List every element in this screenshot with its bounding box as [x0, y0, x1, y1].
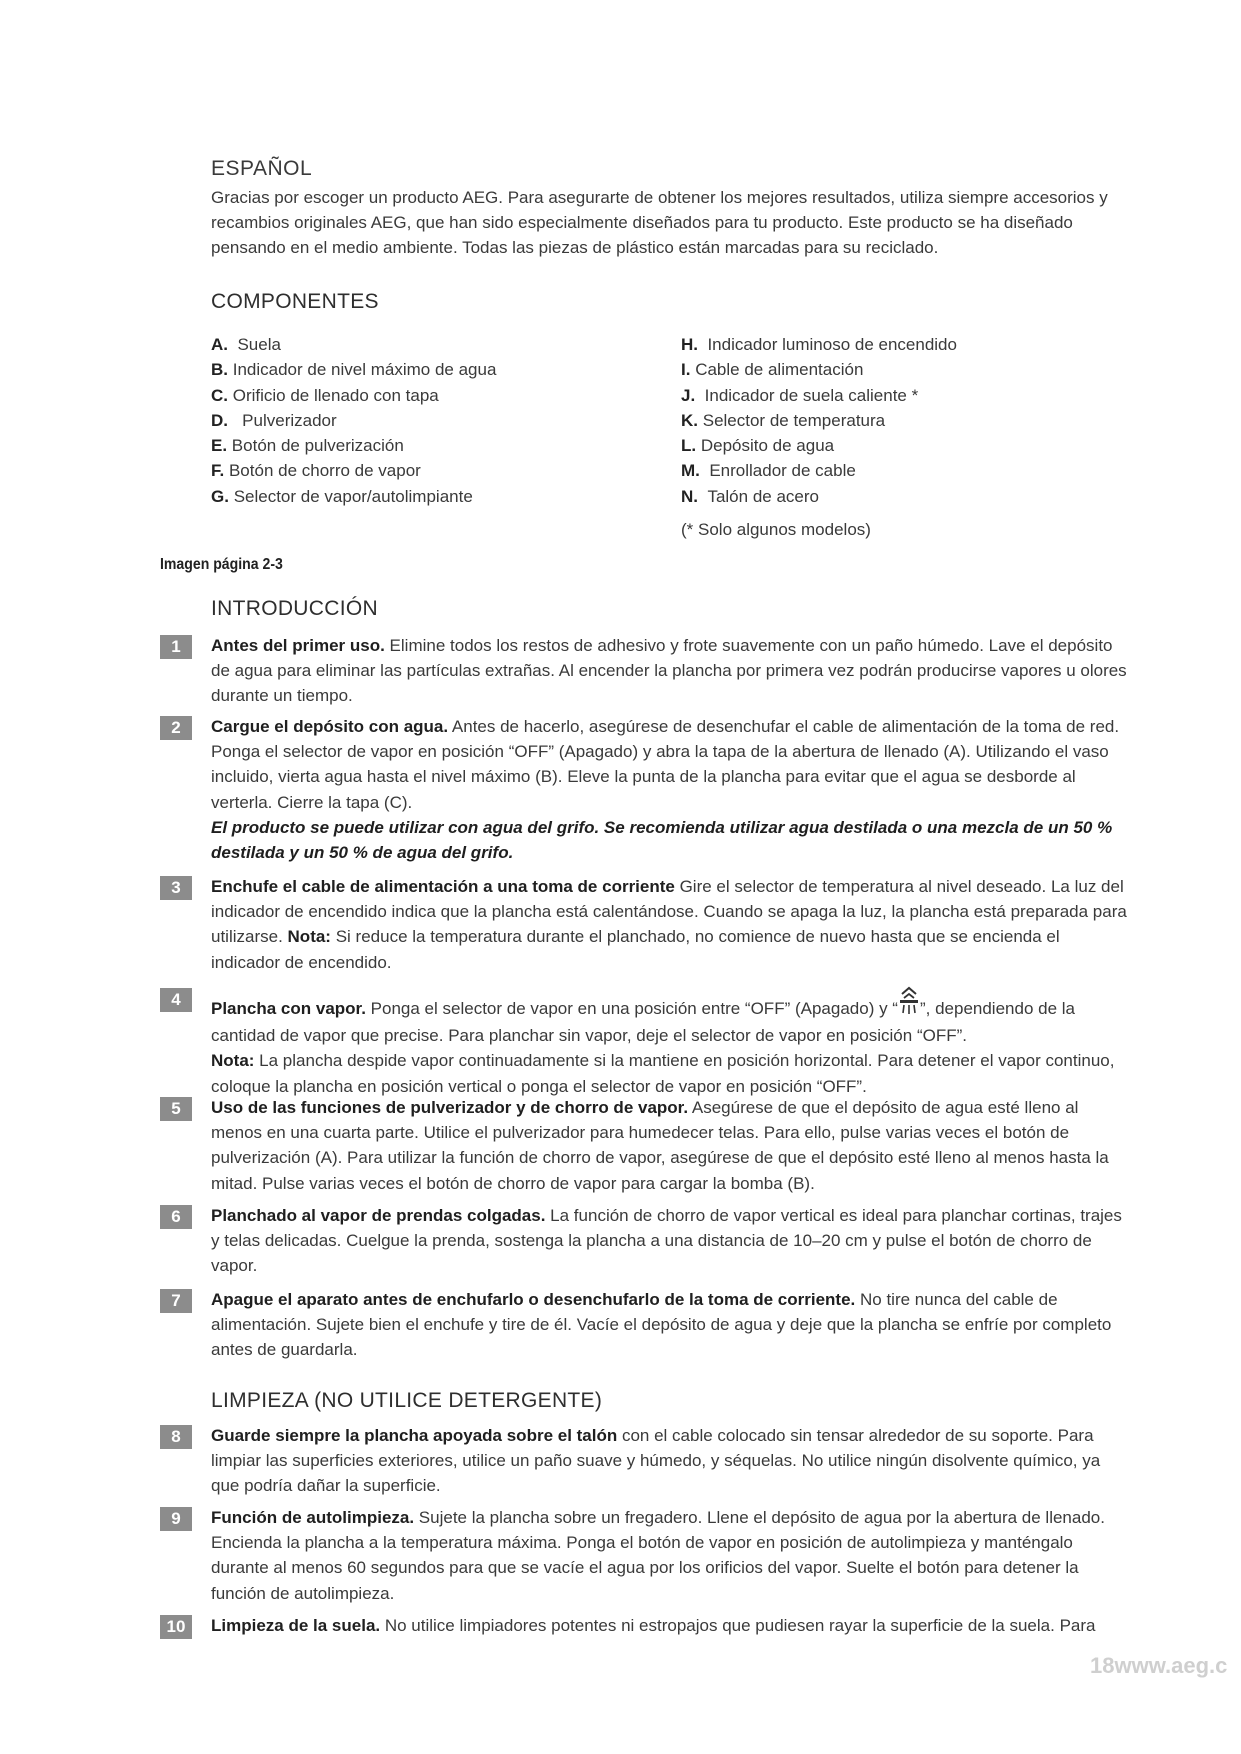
- introduction-title: INTRODUCCIÓN: [211, 597, 378, 620]
- component-item: C. Orificio de llenado con tapa: [211, 385, 439, 405]
- step-8: 8 Guarde siempre la plancha apoyada sobre el talón con el cable colocado sin tensar alrededor de su soporte. Para limpiar las superficies exteriores, utilice un paño suave y húmedo, y séquelas. No utilice ningún disolvente químico, ya que podría dañar la superficie.: [160, 1423, 1132, 1499]
- step-number-badge: 7: [160, 1289, 192, 1313]
- component-item: J. Indicador de suela caliente *: [681, 385, 919, 405]
- step-10: 10 Limpieza de la suela. No utilice limpiadores potentes ni estropajos que pudiesen rayar la superficie de la suela. Para: [160, 1613, 1132, 1638]
- component-item: A. Suela: [211, 335, 281, 354]
- step-number-badge: 5: [160, 1097, 192, 1121]
- steam-level-icon: [898, 986, 920, 1023]
- intro-paragraph: Gracias por escoger un producto AEG. Para asegurarte de obtener los mejores resultados, utiliza siempre accesorios y recambios originales AEG, que han sido especialmente diseñados para tu producto. Este producto se ha diseñado pensando en el medio ambiente. Todas las piezas de plástico están marcadas para su reciclado.: [211, 188, 1108, 257]
- component-item: N. Talón de acero: [681, 486, 819, 506]
- step-1: 1 Antes del primer uso. Elimine todos los restos de adhesivo y frote suavemente con un paño húmedo. Lave el depósito de agua para eliminar las partículas extrañas. Al encender la plancha por primera vez podrán producirse vapores u olores durante un tiempo.: [160, 633, 1132, 709]
- language-heading: ESPAÑOL: [211, 157, 313, 180]
- step-number-badge: 9: [160, 1507, 192, 1531]
- step-number-badge: 3: [160, 876, 192, 900]
- step-number-badge: 6: [160, 1205, 192, 1229]
- components-title: COMPONENTES: [211, 290, 379, 313]
- component-item: I. Cable de alimentación: [681, 360, 864, 380]
- step-number-badge: 8: [160, 1425, 192, 1449]
- component-item: B. Indicador de nivel máximo de agua: [211, 360, 497, 380]
- step-number-badge: 4: [160, 988, 192, 1012]
- components-left-column: [211, 332, 496, 509]
- components-footnote: (* Solo algunos modelos): [681, 520, 871, 539]
- cleaning-title: LIMPIEZA (NO UTILICE DETERGENTE): [211, 1389, 603, 1412]
- component-item: L. Depósito de agua: [681, 436, 835, 456]
- step-4: 4 Plancha con vapor. Ponga el selector de vapor en una posición entre “OFF” (Apagado) y “ ”, dependiendo de la cantidad de vapor que precise. Para planchar sin vapor, deje el selector de vapor en posición “OFF”. Nota: La plancha despide vapor continuadamente si la mantiene en posición horizontal. Para detener el vapor continuo, coloque la plancha en posición vertical o ponga el selector de vapor en posición “OFF”.: [160, 986, 1132, 1099]
- component-item: F. Botón de chorro de vapor: [211, 461, 421, 481]
- step-number-badge: 10: [160, 1615, 192, 1639]
- component-item: M. Enrollador de cable: [681, 461, 856, 481]
- step-9: 9 Función de autolimpieza. Sujete la plancha sobre un fregadero. Llene el depósito de agua por la abertura de llenado. Encienda la plancha a la temperatura máxima. Ponga el botón de vapor en posición de autolimpieza y manténgalo durante al menos 60 segundos para que se vacíe el agua por los orificios del vapor. Suelte el botón para detener la función de autolimpieza.: [160, 1505, 1132, 1606]
- component-item: E. Botón de pulverización: [211, 436, 404, 456]
- step-number-badge: 2: [160, 716, 192, 740]
- step-5: 5 Uso de las funciones de pulverizador y de chorro de vapor. Asegúrese de que el depósito de agua esté lleno al menos en una cuarta parte. Utilice el pulverizador para humedecer telas. Para ello, pulse varias veces el botón de pulverización (A). Para utilizar la función de chorro de vapor, asegúrese de que el depósito esté lleno al menos hasta la mitad. Pulse varias veces el botón de chorro de vapor para cargar la bomba (B).: [160, 1095, 1132, 1196]
- step-7: 7 Apague el aparato antes de enchufarlo o desenchufarlo de la toma de corriente. No tire nunca del cable de alimentación. Sujete bien el enchufe y tire de él. Vacíe el depósito de agua y deje que la plancha se enfríe por completo antes de guardarla.: [160, 1287, 1132, 1363]
- component-item: H. Indicador luminoso de encendido: [681, 335, 957, 354]
- step-2: 2 Cargue el depósito con agua. Antes de hacerlo, asegúrese de desenchufar el cable de alimentación de la toma de red. Ponga el selector de vapor en posición “OFF” (Apagado) y abra la tapa de la abertura de llenado (A). Utilizando el vaso incluido, vierta agua hasta el nivel máximo (B). Eleve la punta de la plancha para evitar que el agua se desborde al verterla. Cierre la tapa (C). El producto se puede utilizar con agua del grifo. Se recomienda utilizar agua destilada o una mezcla de un 50 % destilada y un 50 % de agua del grifo.: [160, 714, 1132, 865]
- component-item: K. Selector de temperatura: [681, 410, 886, 430]
- step-number-badge: 1: [160, 635, 192, 659]
- image-page-label: Imagen página 2-3: [160, 556, 283, 573]
- step-6: 6 Planchado al vapor de prendas colgadas. La función de chorro de vapor vertical es ideal para planchar cortinas, trajes y telas delicadas. Cuelgue la prenda, sostenga la plancha a una distancia de 10–20 cm y pulse el botón de chorro de vapor.: [160, 1203, 1132, 1279]
- page-footer: 18www.aeg.c: [1090, 1653, 1228, 1678]
- step-3: 3 Enchufe el cable de alimentación a una toma de corriente Gire el selector de temperatura al nivel deseado. La luz del indicador de encendido indica que la plancha está calentándose. Cuando se apaga la luz, la plancha está preparada para utilizarse. Nota: Si reduce la temperatura durante el planchado, no comience de nuevo hasta que se encienda el indicador de encendido.: [160, 874, 1132, 975]
- component-item: G. Selector de vapor/autolimpiante: [211, 486, 473, 506]
- component-item: D. Pulverizador: [211, 410, 337, 430]
- tap-water-note: El producto se puede utilizar con agua del grifo. Se recomienda utilizar agua destilada o una mezcla de un 50 % destilada y un 50 % de agua del grifo.: [211, 817, 1113, 863]
- components-right-column: [681, 332, 957, 509]
